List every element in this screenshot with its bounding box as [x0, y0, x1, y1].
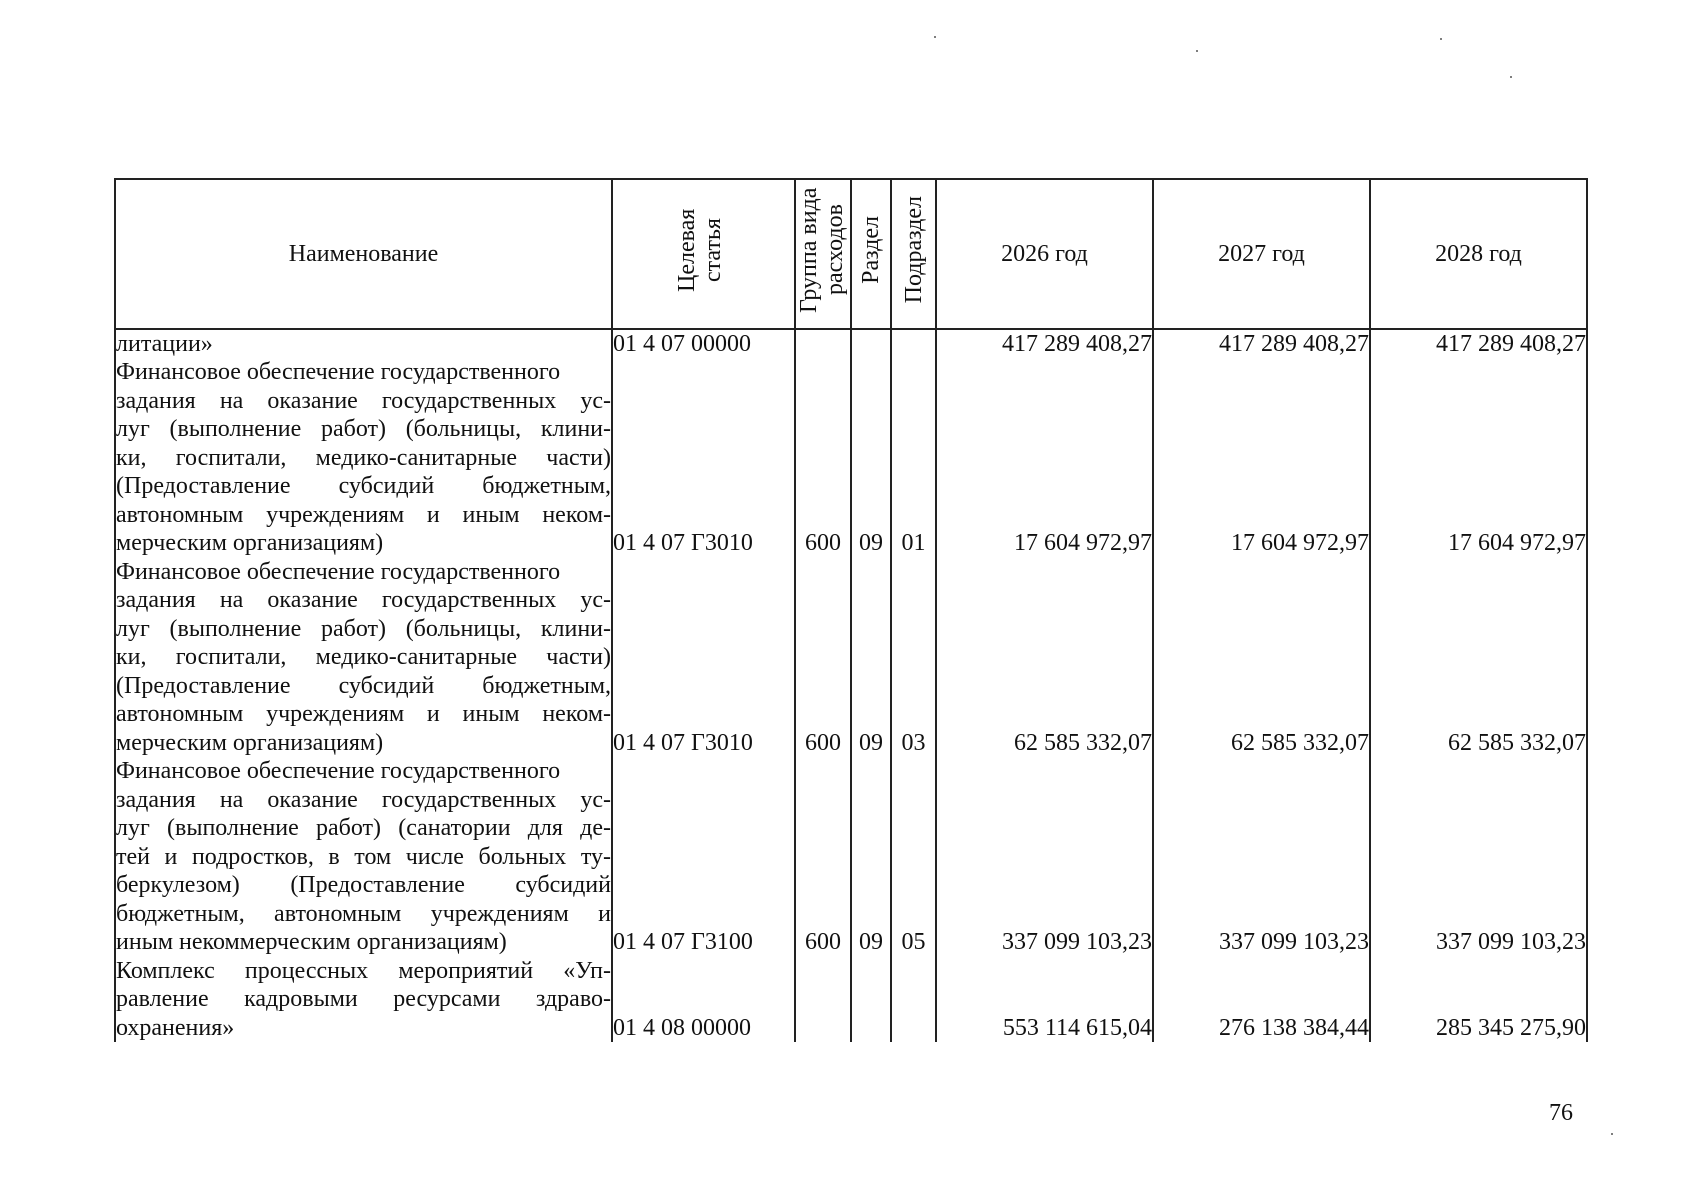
header-subsection [891, 179, 936, 329]
cell-name-line: литации» [116, 330, 213, 357]
cell-name-line: задания на оказание государственных ус- [116, 786, 611, 813]
cell-name-line: луг (выполнение работ) (больницы, клини- [116, 416, 611, 442]
cell-name-line: иным некоммерческим организациям) [116, 929, 507, 955]
cell-name-line: бюджетным, автономным учреждениям и [116, 900, 611, 927]
cell-subsection: 01 [891, 358, 936, 558]
cell-expense-group [795, 329, 851, 359]
cell-amount-2027: 276 138 384,44 [1153, 957, 1370, 1043]
cell-name-line: равление кадровыми ресурсами здраво- [116, 986, 611, 1012]
cell-name-line: ки, госпитали, медико-санитарные части) [116, 644, 611, 670]
cell-section: 09 [851, 358, 891, 558]
cell-name-line: луг (выполнение работ) (санатории для де- [116, 815, 611, 841]
cell-target-article: 01 4 07 Г3100 [612, 757, 795, 957]
cell-section: 09 [851, 757, 891, 957]
cell-name-line: (Предоставление субсидий бюджетным, [116, 672, 611, 699]
header-expense-group [795, 179, 851, 329]
cell-amount-2028: 337 099 103,23 [1370, 757, 1587, 957]
header-2026: 2026 год [936, 179, 1153, 329]
cell-subsection: 03 [891, 558, 936, 758]
cell-amount-2028: 285 345 275,90 [1370, 957, 1587, 1043]
cell-expense-group: 600 [795, 558, 851, 758]
cell-amount-2028: 62 585 332,07 [1370, 558, 1587, 758]
table-row [115, 757, 1587, 957]
cell-section: 09 [851, 558, 891, 758]
cell-subsection [891, 329, 936, 359]
cell-expense-group: 600 [795, 358, 851, 558]
cell-amount-2026: 337 099 103,23 [936, 757, 1153, 957]
header-expense-group-text: Группа вида расходов [796, 187, 848, 313]
cell-name-line: Финансовое обеспечение государственного [116, 758, 561, 784]
cell-name-line: беркулезом) (Предоставление субсидий [116, 872, 611, 898]
cell-name-line: автономным учреждениям и иным неком- [116, 501, 611, 528]
cell-name-line: ки, госпитали, медико-санитарные части) [116, 444, 611, 471]
header-2028: 2028 год [1370, 179, 1587, 329]
header-2027: 2027 год [1153, 179, 1370, 329]
table-row [115, 329, 1587, 359]
cell-name [115, 757, 612, 957]
cell-amount-2026: 417 289 408,27 [936, 329, 1153, 359]
cell-target-article: 01 4 07 Г3010 [612, 358, 795, 558]
scan-speck [1611, 1133, 1613, 1135]
table-header-row [115, 179, 1587, 329]
header-target-article-text: Целевая статья [673, 208, 726, 292]
cell-amount-2028: 417 289 408,27 [1370, 329, 1587, 359]
cell-name-line: (Предоставление субсидий бюджетным, [116, 473, 611, 499]
scan-speck [1510, 76, 1512, 78]
budget-table [114, 178, 1588, 1042]
cell-name-line: задания на оказание государственных ус- [116, 387, 611, 414]
cell-amount-2028: 17 604 972,97 [1370, 358, 1587, 558]
cell-amount-2027: 417 289 408,27 [1153, 329, 1370, 359]
header-target-article [612, 179, 795, 329]
cell-name-line: Комплекс процессных мероприятий «Уп- [116, 957, 611, 984]
cell-name-line: автономным учреждениям и иным неком- [116, 701, 611, 727]
cell-name-line: мерческим организациям) [116, 530, 384, 556]
header-name: Наименование [115, 179, 612, 329]
cell-amount-2027: 337 099 103,23 [1153, 757, 1370, 957]
header-section-text: Раздел [858, 216, 884, 284]
table-row [115, 558, 1587, 758]
cell-amount-2026: 17 604 972,97 [936, 358, 1153, 558]
cell-section [851, 957, 891, 1043]
cell-expense-group [795, 957, 851, 1043]
cell-amount-2026: 553 114 615,04 [936, 957, 1153, 1043]
scan-speck [1196, 50, 1198, 52]
cell-target-article: 01 4 07 00000 [612, 329, 795, 359]
cell-name [115, 558, 612, 758]
cell-name-line: Финансовое обеспечение государственного [116, 558, 561, 585]
cell-name-line: луг (выполнение работ) (больницы, клини- [116, 615, 611, 642]
cell-expense-group: 600 [795, 757, 851, 957]
page-number: 76 [1549, 1100, 1573, 1126]
cell-target-article: 01 4 07 Г3010 [612, 558, 795, 758]
cell-name [115, 957, 612, 1043]
cell-name-line: охранения» [116, 1014, 235, 1041]
cell-target-article: 01 4 08 00000 [612, 957, 795, 1043]
cell-name-line: мерческим организациям) [116, 729, 384, 756]
cell-name-line: тей и подростков, в том числе больных ту- [116, 843, 611, 870]
cell-amount-2026: 62 585 332,07 [936, 558, 1153, 758]
cell-name [115, 358, 612, 558]
scan-speck [934, 36, 936, 38]
table-body [115, 329, 1587, 1043]
cell-subsection [891, 957, 936, 1043]
cell-amount-2027: 17 604 972,97 [1153, 358, 1370, 558]
header-subsection-text: Подраздел [900, 196, 927, 304]
cell-amount-2027: 62 585 332,07 [1153, 558, 1370, 758]
cell-subsection: 05 [891, 757, 936, 957]
header-section [851, 179, 891, 329]
cell-name-line: задания на оказание государственных ус- [116, 587, 611, 613]
scan-speck [1440, 38, 1442, 40]
cell-name-line: Финансовое обеспечение государственного [116, 359, 561, 385]
cell-section [851, 329, 891, 359]
table-row [115, 957, 1587, 1043]
cell-name [115, 329, 612, 359]
table-row [115, 358, 1587, 558]
